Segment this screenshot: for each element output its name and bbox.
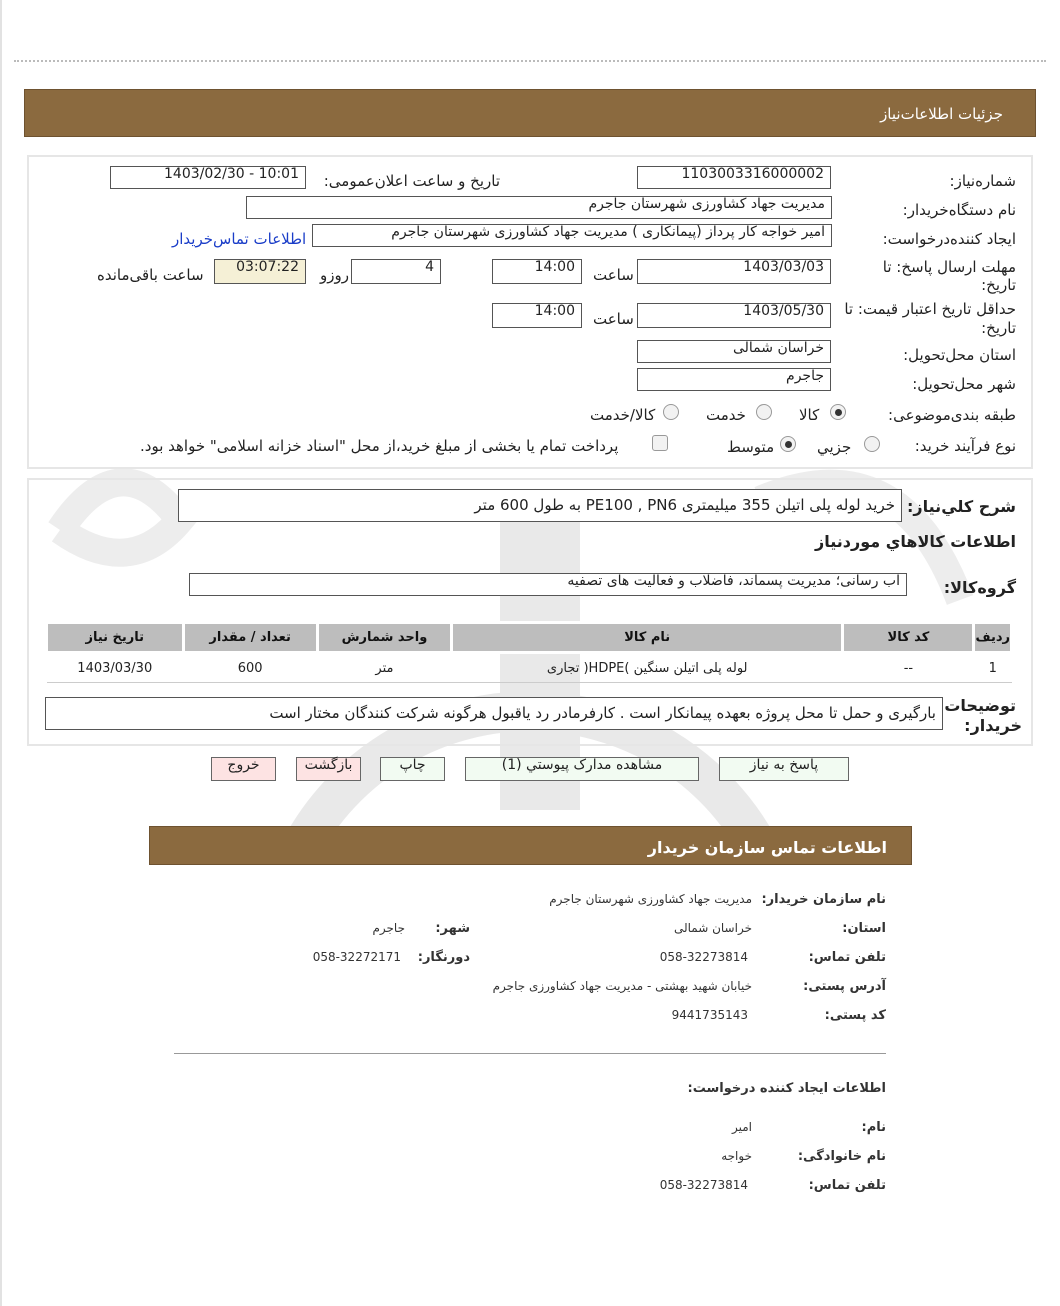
creator-field: امیر خواجه کار پرداز (پیمانکاری ) مدیریت جهاد کشاورزی شهرستان جاجرم: [312, 224, 832, 247]
remaining-time-field: 03:07:22: [214, 259, 306, 284]
contact-postal-label: کد پستی:: [824, 1008, 886, 1023]
price-validity-label-line2: تاریخ:: [981, 319, 1016, 337]
org-name-label: نام سازمان خریدار:: [761, 892, 886, 907]
back-button[interactable]: بازگشت: [296, 757, 361, 781]
creator-phone-value: 058-32273814: [659, 1178, 748, 1192]
col-unit-header: واحد شمارش: [317, 623, 451, 653]
buyer-notes-label-line2: خریدار:: [964, 716, 1022, 735]
price-validity-label-line1: حداقل تاریخ اعتبار قیمت: تا: [844, 300, 1016, 318]
table-row: [47, 653, 1012, 683]
contact-province-value: خراسان شمالی: [673, 921, 752, 935]
reply-deadline-label-line2: تاریخ:: [981, 276, 1016, 294]
need-number-field: 1103003316000002: [637, 166, 831, 189]
contact-province-label: استان:: [842, 921, 886, 936]
contact-address-label: آدرس پستی:: [803, 979, 886, 994]
reply-time-field: 14:00: [492, 259, 582, 284]
buyer-notes-label-line1: توضیحات: [944, 696, 1016, 715]
province-field: خراسان شمالی: [637, 340, 831, 363]
cell-qty: 600: [183, 653, 317, 683]
category-label: طبقه بندی‌موضوعی:: [888, 406, 1016, 424]
cell-code: --: [843, 653, 974, 683]
process-minor-radio[interactable]: [864, 436, 880, 452]
buyer-notes-field: بارگیری و حمل تا محل پروژه بعهده پیمانکار است . کارفرمادر رد یاقبول هرگونه شرکت کنندگان مختار است: [45, 697, 943, 730]
print-button[interactable]: چاپ: [380, 757, 445, 781]
buyer-org-field: مدیریت جهاد کشاورزی شهرستان جاجرم: [246, 196, 832, 219]
contact-header-title: اطلاعات تماس سازمان خریدار: [647, 838, 887, 857]
org-name-value: مدیریت جهاد کشاورزی شهرستان جاجرم: [549, 892, 752, 906]
cell-unit: متر: [317, 653, 451, 683]
announce-date-label: تاریخ و ساعت اعلان‌عمومی:: [323, 172, 500, 190]
view-attachments-button[interactable]: مشاهده مدارک پیوستي (1): [465, 757, 699, 781]
process-label: نوع فرآیند خرید:: [914, 437, 1016, 455]
creator-last-name-value: خواجه: [721, 1149, 752, 1163]
creator-label: ایجاد کننده‌درخواست:: [882, 230, 1016, 248]
contact-phone-label: تلفن تماس:: [808, 950, 886, 965]
announce-date-field: 1403/02/30 - 10:01: [110, 166, 306, 189]
price-time-label: ساعت: [593, 310, 634, 328]
col-code-header: کد کالا: [843, 623, 974, 653]
cell-name: لوله پلی اتیلن سنگین )HDPE( تجاری: [452, 653, 843, 683]
category-goods-label: کالا: [799, 406, 820, 424]
goods-group-label: گروه‌کالا:: [943, 578, 1016, 597]
goods-group-field: آب رسانی؛ مدیریت پسماند، فاضلاب و فعالیت های تصفیه: [189, 573, 907, 596]
remaining-time-label: ساعت باقی‌مانده: [97, 266, 204, 284]
need-number-label: شماره‌نیاز:: [949, 172, 1016, 190]
details-header: [24, 89, 1036, 137]
category-both-radio[interactable]: [663, 404, 679, 420]
contact-fax-label: دورنگار:: [417, 950, 470, 965]
reply-date-field: 1403/03/03: [637, 259, 831, 284]
exit-button[interactable]: خروج: [211, 757, 276, 781]
page-left-edge: [0, 0, 2, 1306]
top-dotted-divider: [14, 60, 1046, 62]
col-row-header: ردیف: [974, 623, 1012, 653]
cell-date: 1403/03/30: [47, 653, 184, 683]
creator-phone-label: تلفن تماس:: [808, 1178, 886, 1193]
contact-divider: [174, 1053, 886, 1054]
col-date-header: تاریخ نیاز: [47, 623, 184, 653]
contact-phone-value: 058-32273814: [659, 950, 748, 964]
contact-fax-value: 058-32272171: [312, 950, 401, 964]
contact-postal-value: 9441735143: [671, 1008, 748, 1022]
city-field: جاجرم: [637, 368, 831, 391]
reply-button[interactable]: پاسخ به نیاز: [719, 757, 849, 781]
creator-first-name-value: امیر: [731, 1120, 752, 1134]
contact-header: [149, 826, 912, 865]
col-name-header: نام کالا: [452, 623, 843, 653]
province-label: استان محل‌تحویل:: [903, 346, 1016, 364]
process-medium-label: متوسط: [727, 438, 775, 456]
reply-time-label: ساعت: [593, 266, 634, 284]
city-label: شهر محل‌تحویل:: [912, 375, 1016, 393]
summary-label: شرح کلي‌نیاز:: [907, 497, 1016, 516]
buyer-contact-link[interactable]: اطلاعات تماس‌خریدار: [172, 230, 307, 248]
treasury-bonds-checkbox[interactable]: [652, 435, 668, 451]
contact-address-value: خیابان شهید بهشتی - مدیریت جهاد کشاورزی جاجرم: [492, 979, 752, 993]
creator-info-title: اطلاعات ایجاد کننده درخواست:: [687, 1081, 886, 1096]
category-goods-radio[interactable]: [830, 404, 846, 420]
summary-field: خرید لوله پلی اتیلن 355 میلیمتری PE100 , PN6 به طول 600 متر: [178, 489, 902, 522]
days-field: 4: [351, 259, 441, 284]
days-label: روزو: [320, 266, 349, 284]
cell-row: 1: [974, 653, 1012, 683]
details-header-title: جزئیات اطلاعات‌نیاز: [880, 105, 1003, 123]
contact-city-label: شهر:: [435, 921, 470, 936]
goods-info-title: اطلاعات کالاهاي موردنیاز: [815, 532, 1016, 551]
creator-first-name-label: نام:: [861, 1120, 886, 1135]
buyer-org-label: نام دستگاه‌خریدار:: [902, 201, 1016, 219]
category-service-label: خدمت: [706, 406, 746, 424]
treasury-bonds-note: پرداخت تمام یا بخشی از مبلغ خرید،از محل "اسناد خزانه اسلامی" خواهد بود.: [140, 437, 619, 455]
process-medium-radio[interactable]: [780, 436, 796, 452]
goods-table-header: [47, 623, 1012, 653]
price-time-field: 14:00: [492, 303, 582, 328]
category-both-label: کالا/خدمت: [590, 406, 656, 424]
price-date-field: 1403/05/30: [637, 303, 831, 328]
reply-deadline-label-line1: مهلت ارسال پاسخ: تا: [882, 258, 1016, 276]
goods-table: [45, 621, 1013, 683]
process-minor-label: جزیي: [817, 438, 852, 456]
category-service-radio[interactable]: [756, 404, 772, 420]
contact-city-value: جاجرم: [372, 921, 405, 935]
col-qty-header: تعداد / مقدار: [183, 623, 317, 653]
creator-last-name-label: نام خانوادگی:: [797, 1149, 886, 1164]
